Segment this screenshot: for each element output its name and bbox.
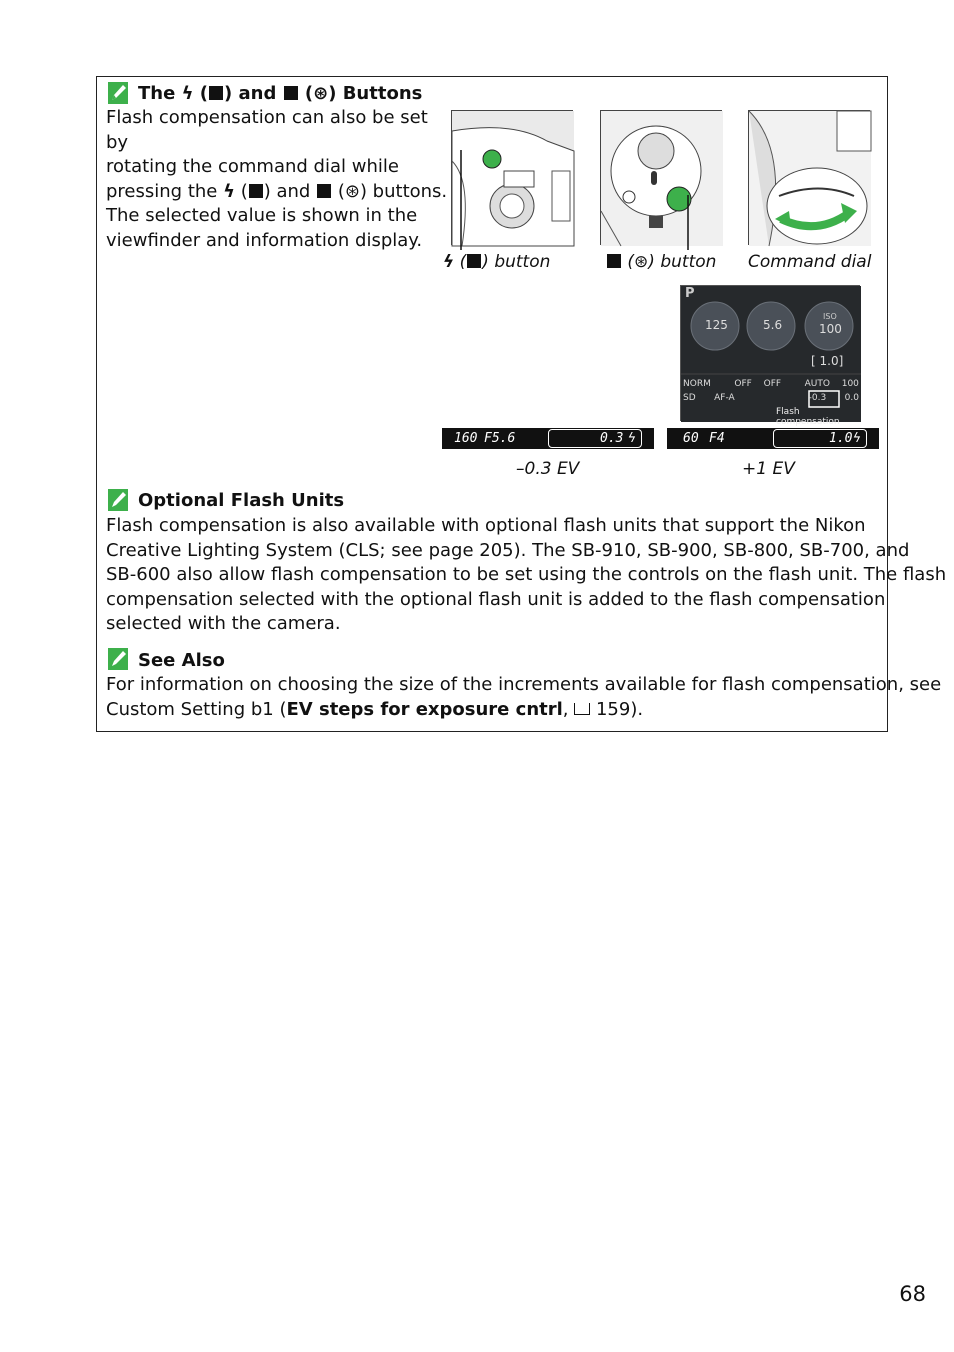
exposure-comp-icon [607, 254, 621, 268]
flash-bolt-icon: ϟ [628, 431, 636, 446]
body-line: SB-600 also allow flash compensation to be set using the controls on the flash unit. The flash [106, 564, 947, 585]
info-display-label: Flash compensation [776, 407, 840, 427]
info-row-1: NORM OFF OFF AUTO 100 [683, 379, 859, 389]
flash-comp-icon [249, 184, 263, 198]
book-reference-icon [574, 703, 590, 715]
callout-line [682, 195, 694, 250]
camera-top-illustration [600, 110, 722, 245]
body-line: Flash compensation can also be set by [106, 107, 428, 153]
iso-label: ISO [823, 312, 837, 321]
ev-button-caption: (⊛) button [606, 251, 716, 273]
flash-comp-icon [209, 86, 223, 100]
menu-item-name: EV steps for exposure cntrl [286, 698, 563, 720]
body-line: Custom Setting b1 (EV steps for exposure cntrl, 159). [106, 698, 644, 720]
aperture-value: 5.6 [763, 318, 783, 332]
command-dial-caption: Command dial [748, 252, 872, 272]
aperture-icon: ⊛ [634, 252, 649, 272]
callout-line [455, 150, 467, 250]
flash-bolt-icon: ϟ [443, 252, 455, 272]
ev-label-minus: –0.3 EV [516, 459, 580, 479]
shooting-mode: P [685, 286, 695, 301]
section1-heading: The ϟ ( ) and (⊛) Buttons [138, 83, 423, 104]
ev-label-plus: +1 EV [742, 459, 795, 479]
body-line: The selected value is shown in the [106, 205, 418, 226]
viewfinder-display-right: 60 F4 1.0 ϟ [667, 428, 879, 449]
flash-comp-icon [467, 254, 481, 268]
body-line: For information on choosing the size of the increments available for flash compensation, see [106, 674, 942, 695]
camera-side-illustration [451, 110, 573, 245]
body-line: compensation selected with the optional flash unit is added to the flash compensation [106, 588, 886, 610]
pencil-icon [108, 489, 128, 511]
command-dial-illustration [748, 110, 870, 245]
body-line: viewfinder and information display. [106, 229, 423, 251]
flash-button-caption: ϟ ( ) button [443, 252, 551, 272]
pencil-icon [108, 82, 128, 104]
body-line: selected with the camera. [106, 613, 341, 634]
section3-heading: See Also [138, 650, 225, 671]
body-line: Creative Lighting System (CLS; see page 205). The SB-910, SB-900, SB-800, SB-700, and [106, 539, 910, 561]
section1-body [106, 106, 448, 253]
camera-side-drawing [452, 111, 574, 246]
frames-remaining: [ 1.0] [811, 354, 844, 368]
flash-bolt-icon: ϟ [181, 83, 194, 104]
exposure-comp-icon [317, 184, 331, 198]
aperture-icon: ⊛ [344, 180, 360, 202]
shutter-speed: 125 [705, 318, 728, 332]
section2-body [106, 514, 947, 637]
viewfinder-display-left: 160 F5.6 0.3 ϟ [442, 428, 654, 449]
section2-heading: Optional Flash Units [138, 490, 345, 511]
page-number: 68 [899, 1282, 926, 1306]
section3-body [106, 673, 942, 722]
body-line: rotating the command dial while [106, 156, 399, 177]
iso-value: 100 [819, 322, 842, 336]
flash-bolt-icon: ϟ [223, 180, 235, 202]
exposure-comp-icon [284, 86, 298, 100]
information-display [680, 285, 860, 427]
info-row-2: SD AF-A -0.3 0.0 [683, 393, 859, 403]
camera-top-drawing [601, 111, 723, 246]
body-line: Flash compensation is also available with optional flash units that support the Nikon [106, 515, 866, 536]
body-line: pressing the ϟ ( ) and (⊛) buttons. [106, 180, 436, 205]
flash-bolt-icon: ϟ [853, 431, 861, 446]
pencil-icon [108, 648, 128, 670]
aperture-icon: ⊛ [313, 83, 329, 104]
command-dial-drawing [749, 111, 871, 246]
